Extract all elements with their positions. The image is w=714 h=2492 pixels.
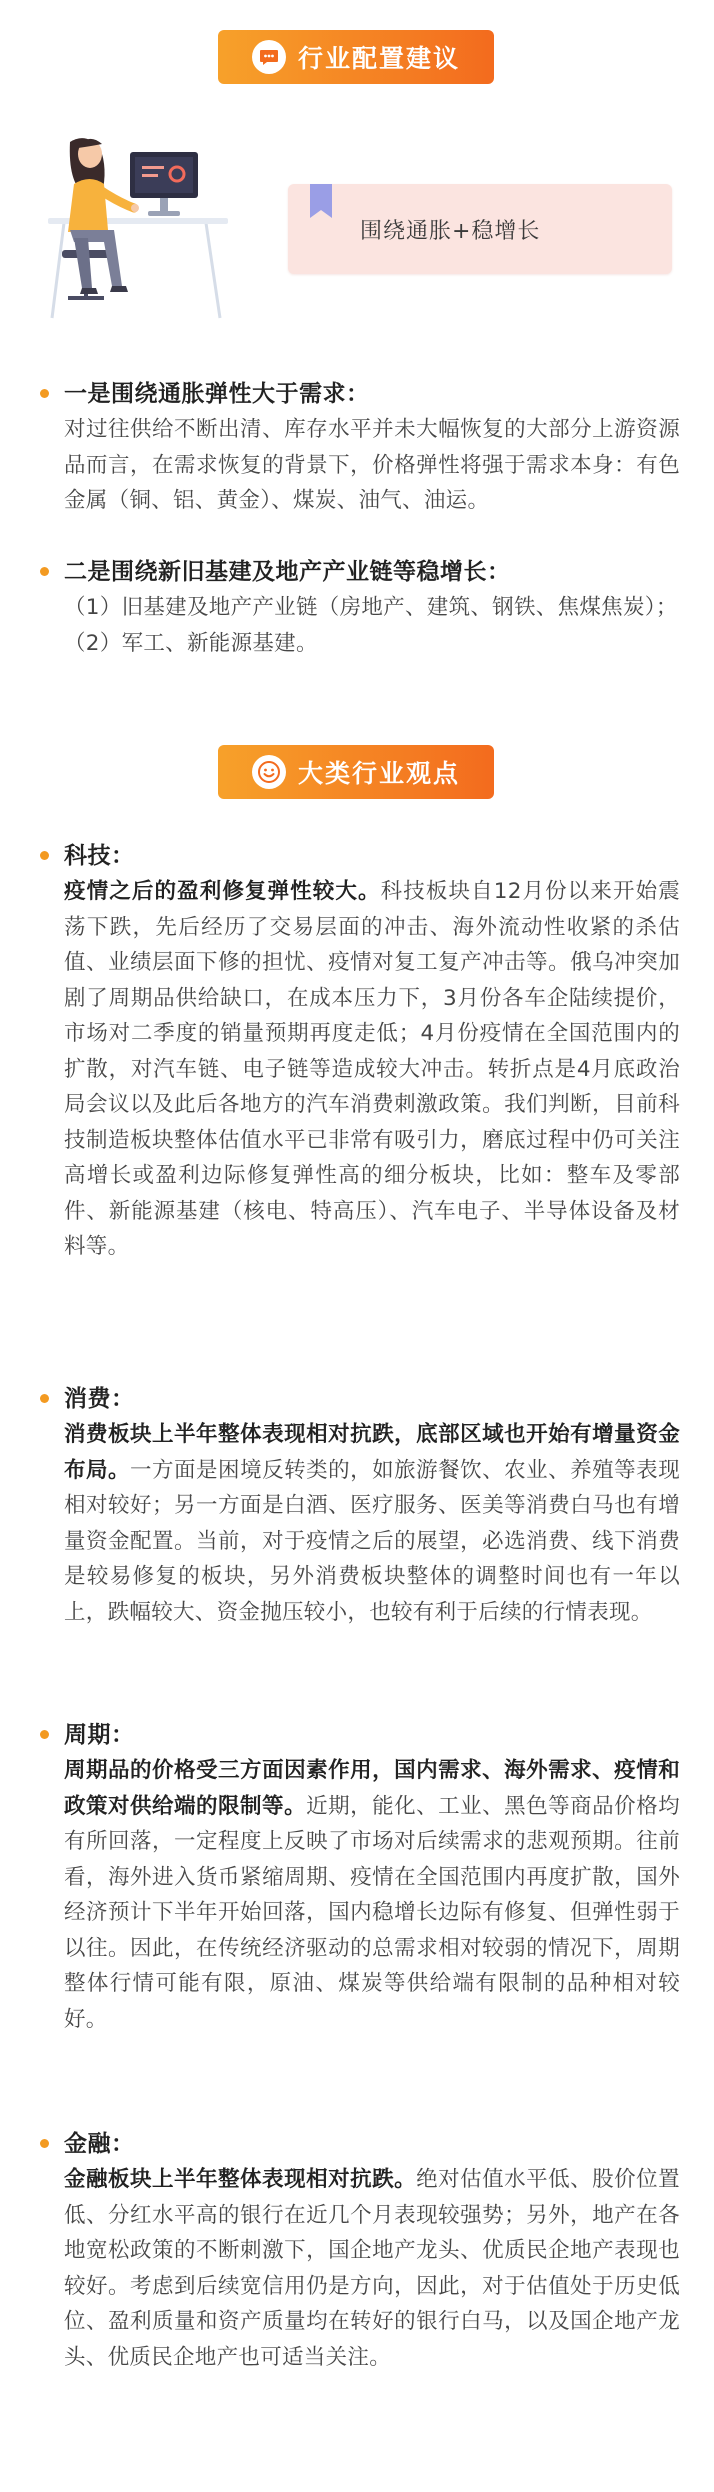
section-title: 行业配置建议 [297, 44, 460, 73]
sector-item-body [64, 2162, 680, 2375]
theme-card [288, 184, 672, 274]
bullet-dot [40, 851, 49, 860]
sector-item-lead: 消费板块上半年整体表现相对抗跌，底部区域也开始有增量资金布局。 [64, 1422, 680, 1483]
chat-bubble-icon [252, 40, 286, 74]
sector-item-text: 绝对估值水平低、股价位置低、分红水平高的银行在近几个月表现较强势；另外，地产在各地宽松政策的不断刺激下，国企地产龙头、优质民企地产表现也较好。考虑到后续宽信用仍是方向，因此，对于估值处于历史低位、盈利质量和资产质量均在转好的银行白马，以及国企地产龙头、优质民企地产也可适当关注。 [64, 2167, 680, 2370]
smiley-icon [252, 755, 286, 789]
sector-item-text: 科技板块自12月份以来开始震荡下跌，先后经历了交易层面的冲击、海外流动性收紧的杀估值、业绩层面下修的担忧、疫情对复工复产冲击等。俄乌冲突加剧了周期品供给缺口，在成本压力下，3月份各车企陆续提价，市场对二季度的销量预期再度走低；4月份疫情在全国范围内的扩散，对汽车链、电子链等造成较大冲击。转折点是4月底政治局会议以及此后各地方的汽车消费刺激政策。我们判断，目前科技制造板块整体估值水平已非常有吸引力，磨底过程中仍可关注高增长或盈利边际修复弹性高的细分板块，比如：整车及零部件、新能源基建（核电、特高压）、汽车电子、半导体设备及材料等。 [64, 879, 681, 1259]
sector-item-lead: 金融板块上半年整体表现相对抗跌。 [64, 2167, 417, 2192]
bookmark-ribbon-icon [310, 184, 332, 218]
bullet-dot [40, 1730, 49, 1739]
sector-item-body [64, 874, 680, 1265]
allocation-item-body: （1）旧基建及地产产业链（房地产、建筑、钢铁、焦煤焦炭）； （2）军工、新能源基建。 [64, 595, 678, 656]
section-title-badge-industry-allocation [218, 30, 494, 84]
allocation-item-heading: 一是围绕通胀弹性大于需求： [64, 381, 370, 407]
allocation-item-heading: 二是围绕新旧基建及地产产业链等稳增长： [64, 559, 511, 585]
woman-at-desk-illustration [34, 118, 234, 328]
sector-item-text: 一方面是困境反转类的，如旅游餐饮、农业、养殖等表现相对较好；另一方面是白酒、医疗服务、医美等消费白马也有增量资金配置。当前，对于疫情之后的展望，必选消费、线下消费是较易修复的板块，另外消费板块整体的调整时间也有一年以上，跌幅较大、资金抛压较小，也较有利于后续的行情表现。 [64, 1457, 680, 1625]
sector-item-heading: 消费： [64, 1386, 135, 1412]
sector-item-heading: 金融： [64, 2131, 135, 2157]
bullet-dot [40, 567, 49, 576]
bullet-dot [40, 1394, 49, 1403]
sector-item-financial [40, 2126, 680, 2375]
sector-item-consumer [40, 1381, 680, 1630]
bullet-dot [40, 2139, 49, 2148]
sector-item-lead: 疫情之后的盈利修复弹性较大。 [64, 879, 381, 904]
allocation-item-inflation [40, 376, 680, 519]
sector-item-body [64, 1417, 680, 1630]
theme-card-text: 围绕通胀+稳增长 [360, 218, 541, 244]
allocation-item-body: 对过往供给不断出清、库存水平并未大幅恢复的大部分上游资源品而言，在需求恢复的背景下，价格弹性将强于需求本身：有色金属（铜、铝、黄金）、煤炭、油气、油运。 [64, 417, 680, 513]
sector-item-cyclical [40, 1717, 680, 2037]
sector-item-text: 近期，能化、工业、黑色等商品价格均有所回落，一定程度上反映了市场对后续需求的悲观预期。往前看，海外进入货币紧缩周期、疫情在全国范围内再度扩散，国外经济预计下半年开始回落，国内稳增长边际有修复、但弹性弱于以往。因此，在传统经济驱动的总需求相对较弱的情况下，周期整体行情可能有限，原油、煤炭等供给端有限制的品种相对较好。 [64, 1793, 680, 2032]
section-title: 大类行业观点 [297, 759, 460, 788]
sector-item-heading: 周期： [64, 1722, 135, 1748]
sector-item-tech [40, 838, 680, 1265]
sector-item-heading: 科技： [64, 843, 135, 869]
sector-item-body [64, 1753, 680, 2037]
section-title-badge-sector-views [218, 745, 494, 799]
allocation-item-growth [40, 554, 680, 661]
bullet-dot [40, 389, 49, 398]
sector-item-lead: 周期品的价格受三方面因素作用，国内需求、海外需求、疫情和政策对供给端的限制等。 [64, 1758, 680, 1819]
